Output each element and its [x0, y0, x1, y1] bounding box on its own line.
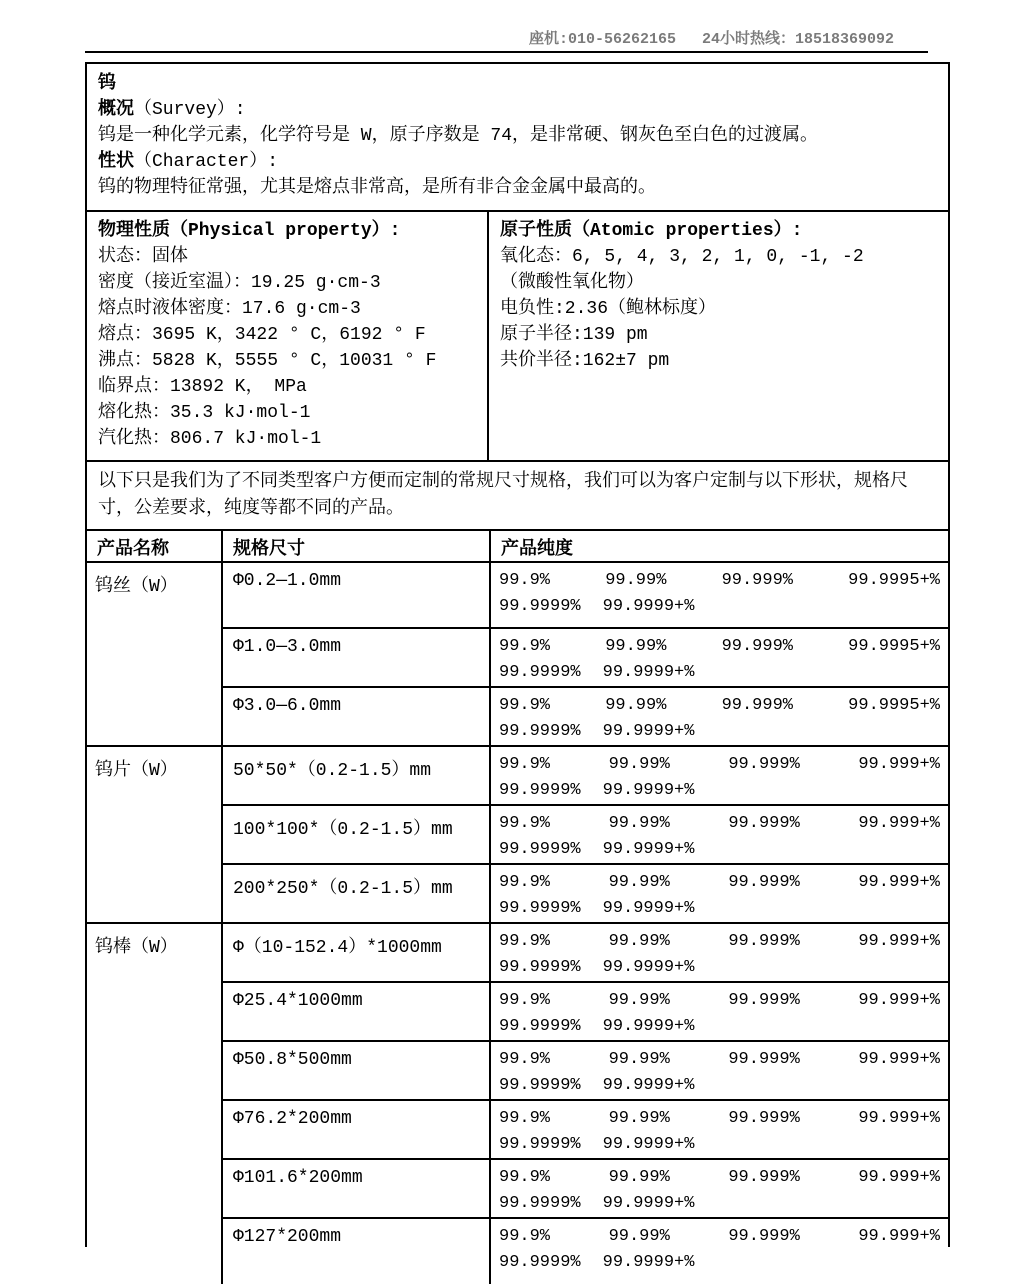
purity-cell	[490, 1218, 948, 1276]
purity-value: 99.99%	[608, 991, 670, 1010]
purity-value: 99.9999+%	[602, 722, 695, 741]
purity-value: 99.9999%	[499, 1194, 581, 1213]
purity-value: 99.999+%	[858, 1109, 940, 1128]
purity-cell	[490, 687, 948, 746]
spec-size: Φ25.4*1000mm	[222, 982, 490, 1041]
purity-value: 99.99%	[608, 1168, 670, 1187]
purity-value: 99.9999%	[499, 663, 581, 682]
character-label-en: （Character）:	[134, 152, 279, 172]
purity-value: 99.9999+%	[602, 1253, 695, 1272]
purity-value: 99.9999+%	[602, 1194, 695, 1213]
table-header-row	[87, 531, 948, 562]
purity-value: 99.999%	[728, 991, 800, 1010]
col-header-product-name: 产品名称	[87, 531, 222, 562]
purity-value: 99.9999+%	[602, 840, 695, 859]
atomic-properties-panel	[489, 212, 948, 460]
purity-value: 99.9%	[499, 991, 551, 1010]
purity-value: 99.999+%	[858, 932, 940, 951]
purity-value: 99.99%	[608, 1050, 670, 1069]
purity-value: 99.99%	[605, 696, 667, 715]
purity-value: 99.9999+%	[602, 597, 695, 616]
cut-off-next-row	[87, 1276, 948, 1284]
purity-value: 99.9%	[499, 696, 551, 715]
purity-value: 99.99%	[608, 932, 670, 951]
spec-size: 50*50*（0.2-1.5）mm	[222, 746, 490, 805]
purity-value: 99.999%	[728, 755, 800, 774]
purity-cell	[490, 746, 948, 805]
physical-line: 汽化热：806.7 kJ·mol-1	[98, 429, 322, 449]
spec-size: Φ101.6*200mm	[222, 1159, 490, 1218]
physical-line: 密度（接近室温）：19.25 g·cm-3	[98, 273, 381, 293]
spec-size: Φ1.0—3.0mm	[222, 628, 490, 687]
purity-value: 99.999+%	[858, 1227, 940, 1246]
purity-cell	[490, 923, 948, 982]
purity-cell	[490, 562, 948, 628]
purity-value: 99.9999%	[499, 597, 581, 616]
purity-value: 99.999%	[728, 1050, 800, 1069]
purity-value: 99.9%	[499, 755, 551, 774]
purity-cell	[490, 1041, 948, 1100]
document-body	[85, 62, 950, 1272]
product-group-name: 钨片（W）	[87, 746, 222, 923]
spec-size: Φ127*200mm	[222, 1218, 490, 1276]
survey-label: 概况	[98, 100, 134, 120]
purity-value: 99.9999%	[499, 1253, 581, 1272]
purity-value: 99.9999+%	[602, 1017, 695, 1036]
purity-cell	[490, 1159, 948, 1218]
purity-value: 99.9999+%	[602, 899, 695, 918]
column-divider-stub	[489, 1276, 491, 1284]
purity-value: 99.9999%	[499, 958, 581, 977]
purity-value: 99.9%	[499, 1227, 551, 1246]
purity-value: 99.999+%	[858, 991, 940, 1010]
purity-value: 99.999%	[721, 637, 793, 656]
purity-value: 99.99%	[605, 637, 667, 656]
spec-size: Φ3.0—6.0mm	[222, 687, 490, 746]
physical-properties-panel	[87, 212, 489, 460]
properties-section	[87, 212, 948, 462]
purity-value: 99.999%	[728, 1168, 800, 1187]
purity-value: 99.9999+%	[602, 1076, 695, 1095]
products-table	[87, 531, 948, 1276]
character-text: 钨的物理特征常强，尤其是熔点非常高，是所有非合金金属中最高的。	[98, 178, 656, 198]
header-divider	[85, 51, 928, 53]
purity-value: 99.9999+%	[602, 663, 695, 682]
purity-value: 99.9999+%	[602, 781, 695, 800]
page-header	[85, 27, 928, 48]
purity-value: 99.9999%	[499, 899, 581, 918]
phone-label: 座机:010-56262165	[528, 31, 676, 48]
atomic-line: 电负性:2.36（鲍林标度）	[500, 299, 717, 319]
table-row	[87, 746, 948, 805]
purity-cell	[490, 805, 948, 864]
atomic-line: 氧化态：6, 5, 4, 3, 2, 1, 0, -1, -2	[500, 247, 864, 267]
purity-cell	[490, 864, 948, 923]
col-header-spec-size: 规格尺寸	[222, 531, 490, 562]
physical-line: 熔化热：35.3 kJ·mol-1	[98, 403, 311, 423]
col-header-purity: 产品纯度	[490, 531, 948, 562]
purity-value: 99.999+%	[858, 873, 940, 892]
product-group-name: 钨棒（W）	[87, 923, 222, 1276]
spec-size: Φ76.2*200mm	[222, 1100, 490, 1159]
table-row	[87, 923, 948, 982]
column-divider-stub	[221, 1276, 223, 1284]
purity-value: 99.99%	[608, 873, 670, 892]
purity-value: 99.9%	[499, 932, 551, 951]
purity-value: 99.99%	[605, 571, 667, 590]
purity-value: 99.9999%	[499, 1076, 581, 1095]
purity-value: 99.9%	[499, 637, 551, 656]
purity-value: 99.9995+%	[848, 696, 940, 715]
purity-value: 99.999%	[721, 571, 793, 590]
purity-value: 99.9999%	[499, 1135, 581, 1154]
character-label: 性状	[98, 152, 134, 172]
spec-size: 100*100*（0.2-1.5）mm	[222, 805, 490, 864]
spec-size: Φ（10-152.4）*1000mm	[222, 923, 490, 982]
physical-line: 沸点：5828 K，5555 ° C，10031 ° F	[98, 351, 437, 371]
purity-value: 99.9995+%	[848, 571, 940, 590]
spec-size: Φ0.2—1.0mm	[222, 562, 490, 628]
purity-value: 99.9%	[499, 1050, 551, 1069]
purity-value: 99.99%	[608, 755, 670, 774]
hotline-label: 24小时热线：18518369092	[701, 31, 894, 48]
purity-value: 99.999%	[728, 814, 800, 833]
purity-value: 99.999+%	[858, 1050, 940, 1069]
purity-value: 99.999%	[728, 1109, 800, 1128]
character-heading	[98, 149, 937, 175]
purity-value: 99.9999%	[499, 722, 581, 741]
physical-line: 熔点：3695 K，3422 ° C，6192 ° F	[98, 325, 426, 345]
survey-label-en: （Survey）:	[134, 100, 246, 120]
purity-value: 99.9999+%	[602, 1135, 695, 1154]
purity-value: 99.9999+%	[602, 958, 695, 977]
survey-text: 钨是一种化学元素，化学符号是 W，原子序数是 74，是非常硬、钢灰色至白色的过渡属。	[98, 126, 819, 146]
purity-value: 99.99%	[608, 1227, 670, 1246]
purity-value: 99.9999%	[499, 1017, 581, 1036]
purity-value: 99.999%	[728, 873, 800, 892]
purity-value: 99.99%	[608, 814, 670, 833]
physical-line: 临界点：13892 K， MPa	[98, 377, 307, 397]
purity-cell	[490, 1100, 948, 1159]
purity-value: 99.999%	[728, 932, 800, 951]
purity-value: 99.999%	[728, 1227, 800, 1246]
product-group-name: 钨丝（W）	[87, 562, 222, 746]
spec-size: Φ50.8*500mm	[222, 1041, 490, 1100]
physical-title: 物理性质（Physical property）:	[98, 221, 401, 241]
intro-section	[87, 64, 948, 212]
purity-value: 99.999+%	[858, 755, 940, 774]
spec-size: 200*250*（0.2-1.5）mm	[222, 864, 490, 923]
atomic-line: 原子半径:139 pm	[500, 325, 648, 345]
purity-cell	[490, 982, 948, 1041]
purity-value: 99.9%	[499, 873, 551, 892]
physical-line: 状态：固体	[98, 247, 188, 267]
purity-value: 99.9999%	[499, 781, 581, 800]
purity-value: 99.9%	[499, 1168, 551, 1187]
purity-value: 99.9%	[499, 571, 551, 590]
purity-value: 99.99%	[608, 1109, 670, 1128]
page-title: 钨	[98, 74, 116, 94]
purity-value: 99.999+%	[858, 1168, 940, 1187]
purity-value: 99.999%	[721, 696, 793, 715]
atomic-line: （微酸性氧化物）	[500, 273, 644, 293]
purity-value: 99.999+%	[858, 814, 940, 833]
physical-line: 熔点时液体密度：17.6 g·cm-3	[98, 299, 361, 319]
purity-value: 99.9%	[499, 1109, 551, 1128]
atomic-title: 原子性质（Atomic properties）:	[500, 221, 803, 241]
table-row	[87, 562, 948, 628]
survey-heading	[98, 97, 937, 123]
purity-value: 99.9%	[499, 814, 551, 833]
customization-note: 以下只是我们为了不同类型客户方便而定制的常规尺寸规格，我们可以为客户定制与以下形状，规格尺寸，公差要求，纯度等都不同的产品。	[87, 462, 948, 531]
purity-value: 99.9995+%	[848, 637, 940, 656]
purity-value: 99.9999%	[499, 840, 581, 859]
purity-cell	[490, 628, 948, 687]
atomic-line: 共价半径:162±7 pm	[500, 351, 670, 371]
